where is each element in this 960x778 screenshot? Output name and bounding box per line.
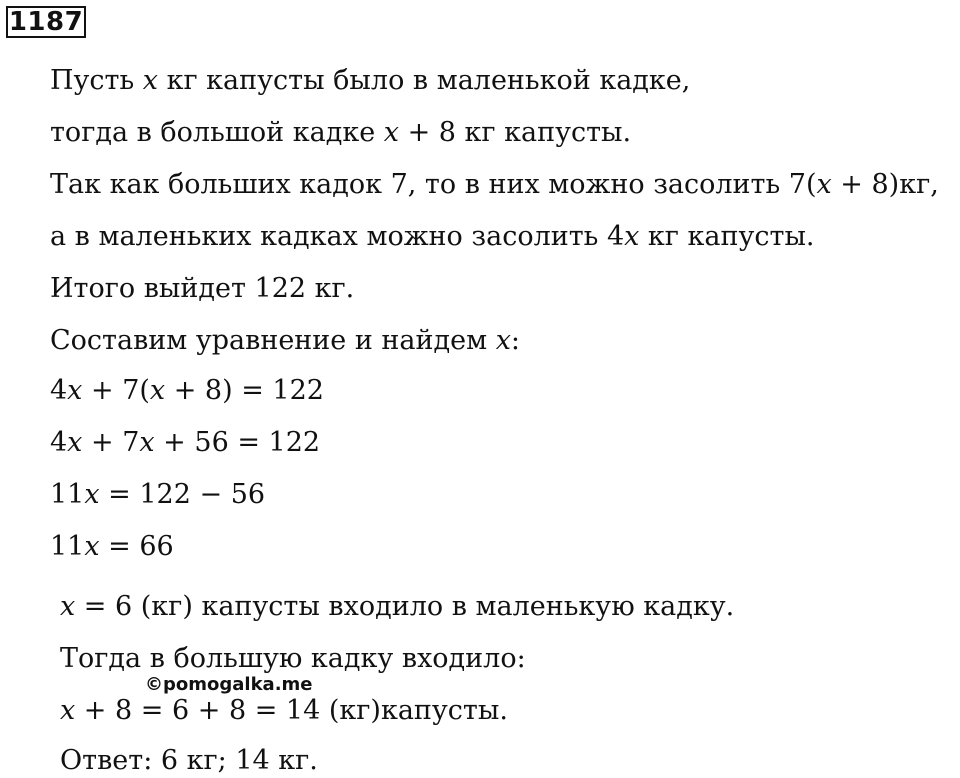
solution-line-2: тогда в большой кадке 𝑥 + 8 кг капусты. [50, 117, 632, 148]
solution-line-5: Итого выйдет 122 кг. [50, 273, 355, 304]
equation-line-3: 11𝑥 = 122 − 56 [50, 479, 266, 510]
result-line-3: 𝑥 + 8 = 6 + 8 = 14 (кг)капусты. [60, 695, 508, 726]
solution-line-6: Составим уравнение и найдем 𝑥: [50, 325, 521, 356]
result-line-2: Тогда в большую кадку входило: [60, 643, 526, 674]
answer-line: Ответ: 6 кг; 14 кг. [60, 745, 318, 776]
result-line-1: 𝑥 = 6 (кг) капусты входило в маленькую кадку. [60, 591, 735, 622]
solution-line-3: Так как больших кадок 7, то в них можно засолить 7(𝑥 + 8)кг, [50, 169, 939, 200]
equation-line-1: 4𝑥 + 7(𝑥 + 8) = 122 [50, 375, 324, 406]
equation-line-4: 11𝑥 = 66 [50, 531, 174, 562]
problem-number-box: 1187 [6, 6, 86, 38]
watermark-text: ©pomogalka.me [145, 674, 313, 695]
solution-line-4: а в маленьких кадках можно засолить 4𝑥 кг капусты. [50, 221, 815, 252]
solution-line-1: Пусть 𝑥 кг капусты было в маленькой кадке, [50, 65, 691, 96]
equation-line-2: 4𝑥 + 7𝑥 + 56 = 122 [50, 427, 321, 458]
